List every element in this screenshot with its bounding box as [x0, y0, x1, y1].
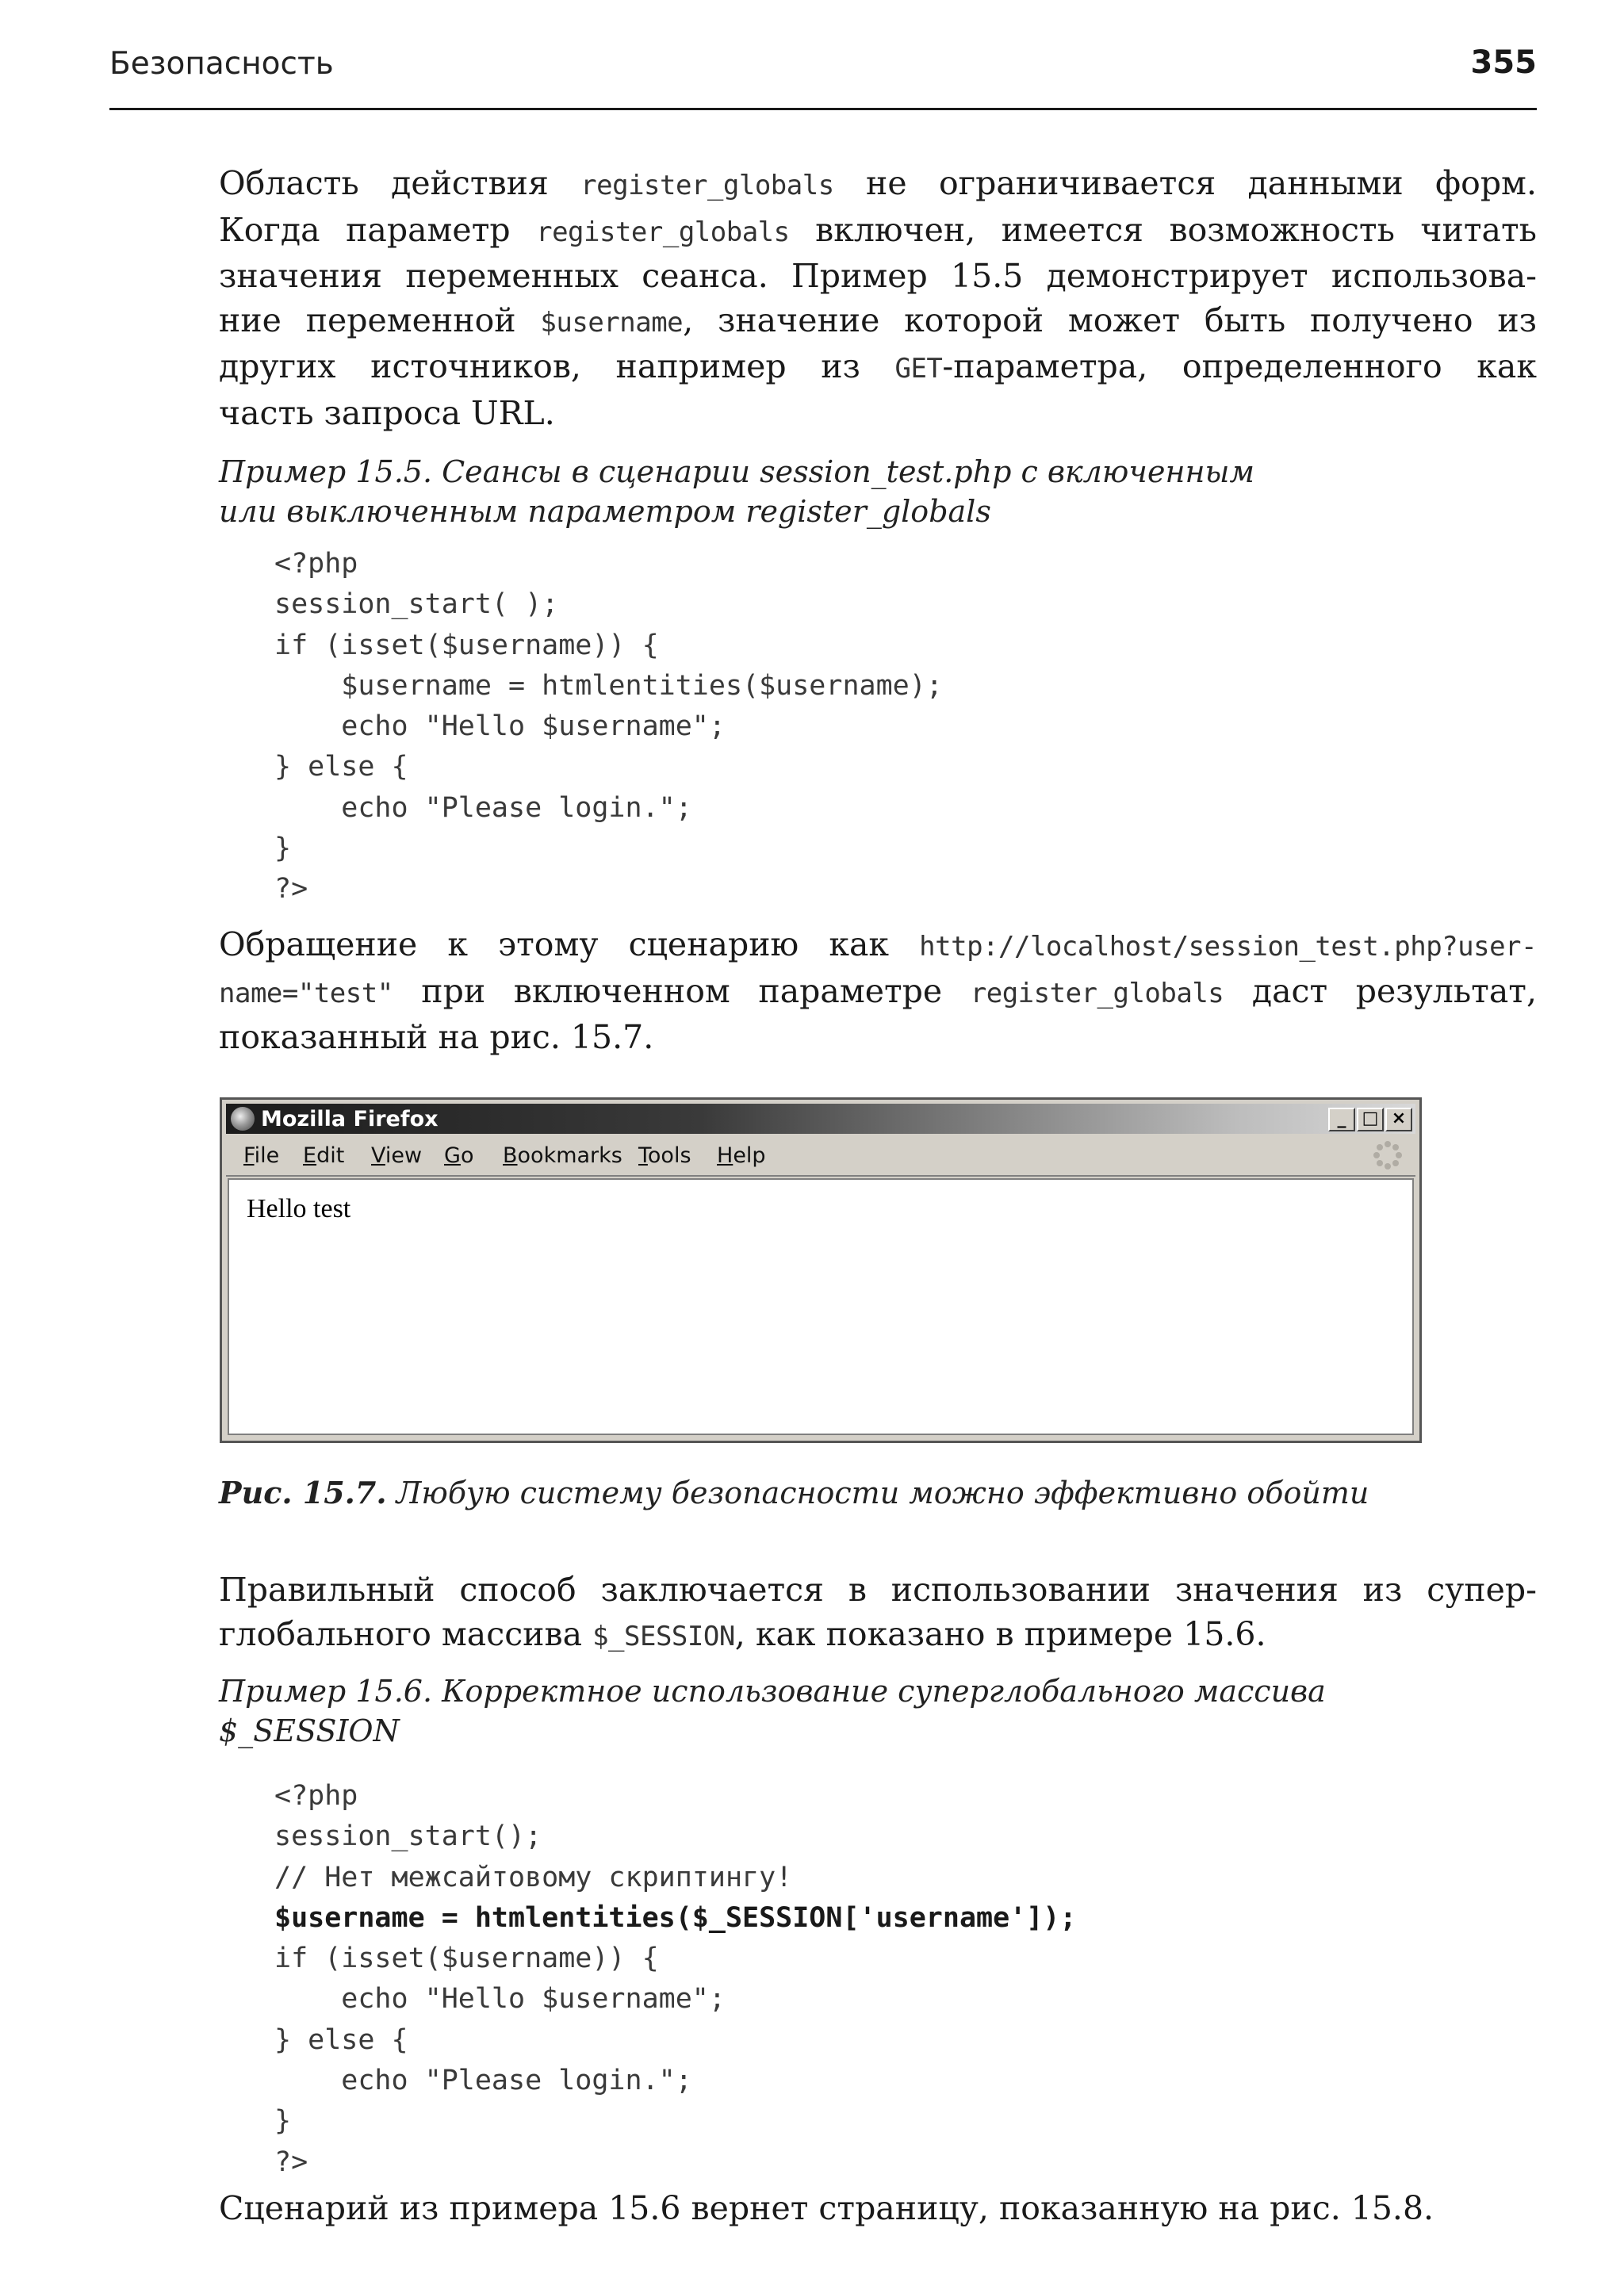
- text-run: Область действия: [219, 164, 581, 202]
- text-line: [219, 345, 1537, 392]
- text-run: Сценарий из примера 15.6 вернет страницу, показанную на рис. 15.8.: [219, 2189, 1434, 2227]
- text-run: Обращение к этому сценарию как: [219, 925, 920, 963]
- text-line: [219, 1613, 1537, 1660]
- menu-help[interactable]: Help: [717, 1143, 766, 1168]
- firefox-window: [220, 1097, 1422, 1443]
- text-line: [219, 162, 1537, 209]
- inline-code: $_SESSION: [592, 1620, 735, 1652]
- code-listing-15-6: [274, 1776, 1076, 2183]
- paragraph-text: [219, 1568, 1537, 1659]
- text-line: [219, 923, 1537, 970]
- page-number: 355: [1470, 44, 1537, 81]
- text-line: [219, 209, 1537, 255]
- text-run: ние переменной: [219, 301, 541, 339]
- menu-edit[interactable]: Edit: [303, 1143, 345, 1168]
- throbber-icon: [1373, 1140, 1403, 1170]
- paragraph-text: [219, 162, 1537, 435]
- text-run: других источников, например из: [219, 347, 895, 385]
- text-line: [219, 392, 1537, 436]
- close-button[interactable]: ×: [1385, 1108, 1412, 1131]
- inline-code: name="test": [219, 977, 393, 1009]
- text-line: [219, 1568, 1537, 1613]
- code-listing-15-5: [274, 544, 943, 910]
- inline-code: register_globals: [580, 170, 834, 201]
- minimize-button[interactable]: _: [1328, 1108, 1355, 1131]
- window-titlebar: [226, 1104, 1415, 1134]
- text-run: включен, имеется возможность читать: [789, 210, 1537, 249]
- figure-15-7-caption: [219, 1475, 1369, 1510]
- paragraph-text: [219, 2187, 1537, 2231]
- text-run: значения переменных сеанса. Пример 15.5 демонстрирует использова-: [219, 257, 1537, 295]
- window-title: Mozilla Firefox: [261, 1107, 439, 1131]
- figure-label: Рис. 15.7.: [219, 1475, 387, 1510]
- caption-line: Пример 15.5. Сеансы в сценарии session_test.php с включенным: [219, 454, 1254, 489]
- caption-line: Пример 15.6. Корректное использование суперглобального массива: [219, 1674, 1326, 1709]
- text-line: [219, 1016, 1537, 1060]
- code-line: if (isset($username)) {: [274, 629, 659, 661]
- running-header: [109, 44, 1537, 110]
- code-line: } else {: [274, 751, 408, 783]
- code-line: ?>: [274, 873, 308, 905]
- example-15-6-caption: [219, 1671, 1537, 1751]
- text-line: [219, 2187, 1537, 2231]
- code-line: if (isset($username)) {: [274, 1943, 659, 1975]
- text-run: показанный на рис. 15.7.: [219, 1018, 654, 1056]
- inline-code: register_globals: [536, 216, 790, 248]
- text-run: не ограничивается данными форм.: [833, 164, 1537, 202]
- text-run: , как показано в примере 15.6.: [734, 1614, 1266, 1653]
- inline-code: $username: [540, 306, 684, 339]
- paragraph-intro: [219, 162, 1537, 435]
- menu-bar: [226, 1135, 1415, 1177]
- menu-go[interactable]: Go: [444, 1143, 474, 1168]
- code-line: echo "Please login.";: [274, 2065, 692, 2097]
- code-line: <?php: [274, 1780, 358, 1812]
- figure-caption-text: Любую систему безопасности можно эффективно обойти: [386, 1476, 1369, 1510]
- paragraph-request: [219, 923, 1537, 1060]
- menu-tools[interactable]: Tools: [638, 1143, 691, 1168]
- text-line: [219, 255, 1537, 299]
- code-line: session_start( );: [274, 588, 559, 621]
- window-controls: [1327, 1108, 1412, 1131]
- example-15-5-caption: [219, 452, 1537, 531]
- text-line: [219, 970, 1537, 1016]
- section-title: Безопасность: [109, 46, 334, 82]
- paragraph-text: [219, 923, 1537, 1060]
- browser-content-area: [228, 1178, 1414, 1435]
- text-run: глобального массива: [219, 1614, 593, 1653]
- code-line: } else {: [274, 2023, 408, 2056]
- menu-view[interactable]: View: [371, 1143, 423, 1168]
- paragraph-correct-way: [219, 1568, 1537, 1659]
- caption-line: или выключенным параметром register_globals: [219, 494, 991, 529]
- code-line: echo "Hello $username";: [274, 1983, 726, 2016]
- text-run: Когда параметр: [219, 210, 537, 249]
- page-output-text: Hello test: [247, 1194, 351, 1223]
- caption-line: $_SESSION: [219, 1713, 400, 1748]
- inline-code: register_globals: [970, 977, 1224, 1009]
- paragraph-result: [219, 2187, 1537, 2231]
- code-line: // Нет межсайтовому скриптингу!: [274, 1861, 793, 1893]
- inline-code: GET: [894, 353, 943, 385]
- code-line: }: [274, 2105, 292, 2138]
- text-run: -параметра, определенного как: [942, 347, 1537, 385]
- code-line: session_start();: [274, 1820, 542, 1853]
- text-line: [219, 299, 1537, 346]
- text-run: , значение которой может быть получено из: [683, 301, 1538, 339]
- text-run: даст результат,: [1224, 971, 1537, 1010]
- text-run: часть запроса URL.: [219, 393, 555, 432]
- code-line: $username = htmlentities($username);: [274, 669, 943, 702]
- code-line-highlighted: $username = htmlentities($_SESSION['username']);: [274, 1901, 1077, 1934]
- inline-code: http://localhost/session_test.php?user-: [919, 931, 1537, 963]
- code-line: echo "Please login.";: [274, 791, 692, 824]
- firefox-icon: [231, 1107, 255, 1131]
- text-run: Правильный способ заключается в использовании значения из супер-: [219, 1571, 1537, 1609]
- code-line: <?php: [274, 548, 358, 580]
- maximize-button[interactable]: □: [1357, 1108, 1384, 1131]
- code-line: ?>: [274, 2146, 308, 2178]
- text-run: при включенном параметре: [393, 971, 971, 1010]
- code-line: echo "Hello $username";: [274, 710, 726, 743]
- code-line: }: [274, 833, 292, 865]
- menu-file[interactable]: File: [243, 1143, 280, 1168]
- menu-bookmarks[interactable]: Bookmarks: [503, 1143, 622, 1168]
